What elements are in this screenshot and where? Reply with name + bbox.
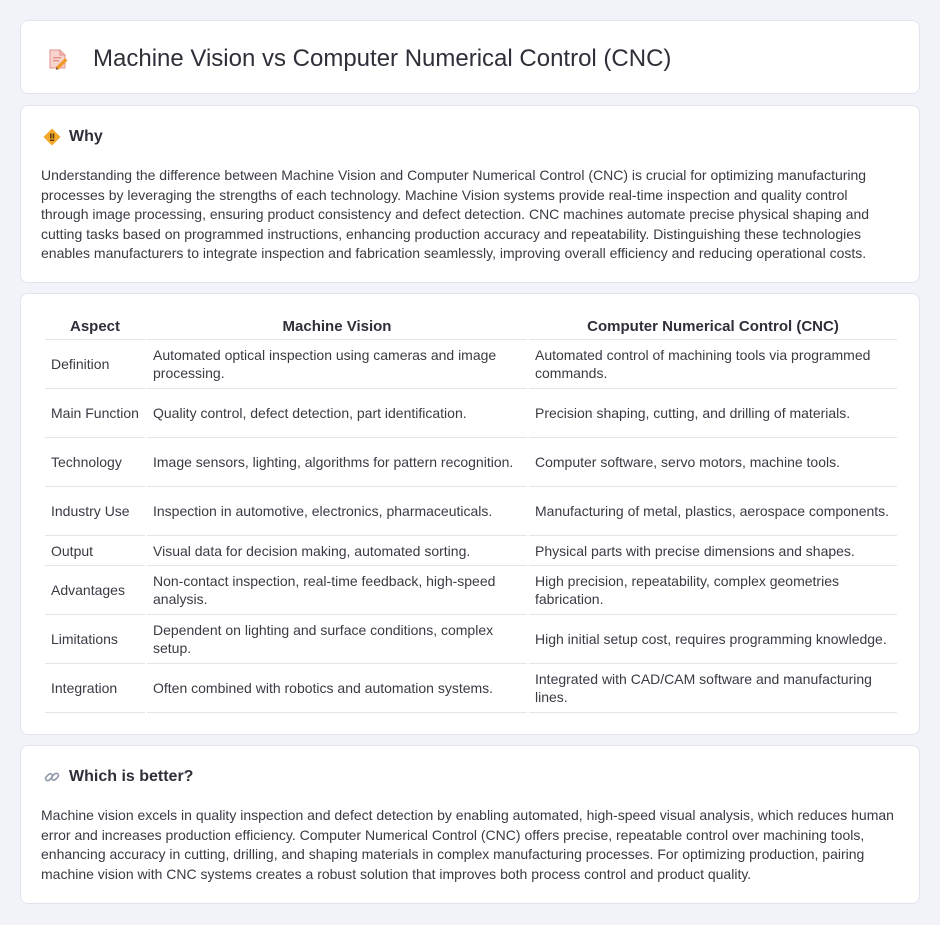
machine-vision-cell: Quality control, defect detection, part identification. [147, 389, 527, 438]
diamond-signal-icon [43, 128, 61, 146]
cnc-cell: Precision shaping, cutting, and drilling of materials. [529, 389, 897, 438]
table-row [45, 389, 897, 438]
column-header-machine-vision: Machine Vision [147, 314, 527, 340]
table-row [45, 566, 897, 615]
aspect-cell: Integration [45, 664, 145, 713]
machine-vision-cell: Often combined with robotics and automation systems. [147, 664, 527, 713]
aspect-cell: Industry Use [45, 487, 145, 536]
table-row [45, 664, 897, 713]
better-text: Machine vision excels in quality inspection and defect detection by enabling automated, high-speed visual analysis, which reduces human error and increases production efficiency. Computer Numerical Control (CNC) offers precise, repeatable control over machining tools, enhancing accuracy in cutting, drilling, and shaping materials in complex manufacturing processes. For optimizing production, pairing machine vision with CNC systems creates a robust solution that improves both process control and product quality. [41, 807, 894, 882]
comparison-table [43, 314, 899, 713]
title-card [20, 20, 920, 94]
why-text: Understanding the difference between Machine Vision and Computer Numerical Control (CNC) is crucial for optimizing manufacturing processes by leveraging the strengths of each technology. Machine Vision systems provide real-time inspection and quality control through image processing, ensuring product consistency and defect detection. CNC machines automate precise physical shaping and cutting tasks based on programmed instructions, enhancing production accuracy and repeatability. Distinguishing these technologies enables manufacturers to integrate inspection and fabrication seamlessly, improving overall efficiency and reducing operational costs. [41, 167, 870, 262]
machine-vision-cell: Visual data for decision making, automated sorting. [147, 536, 527, 566]
table-row [45, 340, 897, 389]
cnc-cell: High initial setup cost, requires programming knowledge. [529, 615, 897, 664]
aspect-cell: Limitations [45, 615, 145, 664]
why-heading: Why [69, 128, 103, 145]
page-title: Machine Vision vs Computer Numerical Control (CNC) [93, 45, 672, 72]
aspect-cell: Output [45, 536, 145, 566]
cnc-cell: High precision, repeatability, complex geometries fabrication. [529, 566, 897, 615]
why-header [43, 126, 103, 148]
better-heading: Which is better? [69, 768, 194, 785]
machine-vision-cell: Non-contact inspection, real-time feedback, high-speed analysis. [147, 566, 527, 615]
machine-vision-cell: Image sensors, lighting, algorithms for pattern recognition. [147, 438, 527, 487]
aspect-cell: Technology [45, 438, 145, 487]
column-header-cnc: Computer Numerical Control (CNC) [529, 314, 897, 340]
column-header-aspect: Aspect [45, 314, 145, 340]
table-row [45, 536, 897, 566]
better-header [43, 766, 193, 788]
link-icon [43, 768, 61, 786]
table-header-row [45, 314, 897, 340]
machine-vision-cell: Inspection in automotive, electronics, pharmaceuticals. [147, 487, 527, 536]
document-pencil-icon [47, 48, 69, 70]
which-is-better-section [20, 745, 920, 904]
cnc-cell: Manufacturing of metal, plastics, aerospace components. [529, 487, 897, 536]
table-row [45, 438, 897, 487]
aspect-cell: Main Function [45, 389, 145, 438]
machine-vision-cell: Automated optical inspection using cameras and image processing. [147, 340, 527, 389]
machine-vision-cell: Dependent on lighting and surface conditions, complex setup. [147, 615, 527, 664]
table-row [45, 615, 897, 664]
cnc-cell: Computer software, servo motors, machine tools. [529, 438, 897, 487]
cnc-cell: Physical parts with precise dimensions and shapes. [529, 536, 897, 566]
cnc-cell: Integrated with CAD/CAM software and manufacturing lines. [529, 664, 897, 713]
table-row [45, 487, 897, 536]
aspect-cell: Definition [45, 340, 145, 389]
comparison-section [20, 293, 920, 735]
cnc-cell: Automated control of machining tools via programmed commands. [529, 340, 897, 389]
aspect-cell: Advantages [45, 566, 145, 615]
why-section [20, 105, 920, 283]
